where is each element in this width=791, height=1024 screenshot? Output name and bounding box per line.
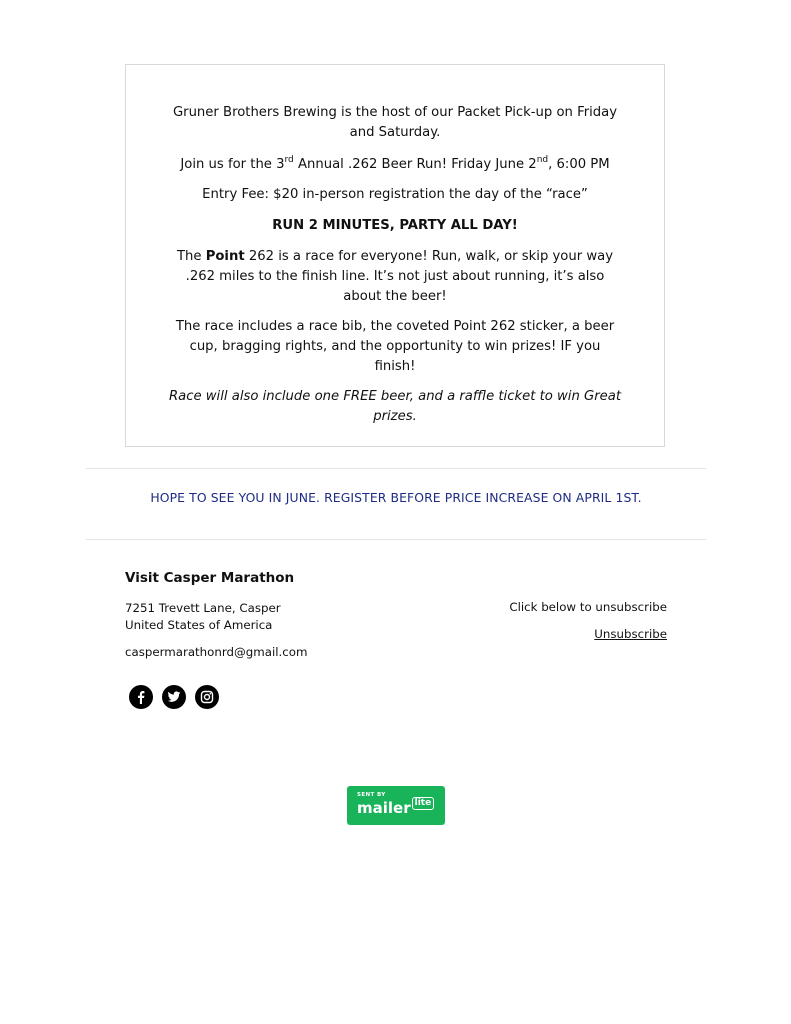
divider-bottom (86, 539, 706, 540)
event-date-part3: , 6:00 PM (548, 157, 610, 172)
entry-fee-text: Entry Fee: $20 in-person registration the day of the “race” (202, 187, 588, 202)
race-desc-bold: Point (205, 249, 245, 264)
mailerlite-badge[interactable] (347, 786, 445, 825)
footer-title: Visit Casper Marathon (125, 570, 295, 586)
footer-address (125, 600, 281, 634)
unsubscribe-link[interactable]: Unsubscribe (594, 627, 667, 641)
social-icons (129, 685, 219, 709)
mailerlite-logo (357, 800, 445, 817)
slogan-text: RUN 2 MINUTES, PARTY ALL DAY! (272, 218, 518, 233)
unsubscribe-text: Click below to unsubscribe (509, 600, 667, 614)
register-banner: HOPE TO SEE YOU IN JUNE. REGISTER BEFORE PRICE INCREASE ON APRIL 1ST. (150, 490, 642, 505)
instagram-icon[interactable] (195, 685, 219, 709)
race-desc-part2: 262 is a race for everyone! Run, walk, or skip your way .262 miles to the finish line. It’s not just about running, it’s also about the beer! (185, 249, 614, 304)
ordinal-rd: rd (284, 154, 294, 165)
event-info-card (125, 64, 665, 447)
address-line-2: United States of America (125, 618, 273, 632)
event-date-part1: Join us for the 3 (180, 157, 285, 172)
mailer-wordmark: mailer (357, 799, 411, 817)
address-line-1: 7251 Trevett Lane, Casper (125, 601, 281, 615)
ordinal-nd: nd (536, 154, 549, 165)
sent-by-label: SENT BY (357, 792, 386, 798)
race-includes-text: The race includes a race bib, the coveted Point 262 sticker, a beer cup, bragging rights, and the opportunity to win prizes! IF you finish! (175, 319, 615, 374)
divider-top (86, 468, 706, 469)
facebook-icon[interactable] (129, 685, 153, 709)
race-desc-part1: The (176, 249, 206, 264)
twitter-icon[interactable] (162, 685, 186, 709)
footer-email: caspermarathonrd@gmail.com (125, 645, 308, 659)
event-date-text (168, 155, 622, 175)
event-date-part2: Annual .262 Beer Run! Friday June 2 (293, 157, 537, 172)
free-beer-text: Race will also include one FREE beer, and a raffle ticket to win Great prizes. (168, 389, 622, 424)
lite-wordmark: lite (412, 797, 435, 810)
pickup-info-text: Gruner Brothers Brewing is the host of our Packet Pick-up on Friday and Saturday. (172, 105, 618, 140)
race-description-text (168, 247, 622, 307)
